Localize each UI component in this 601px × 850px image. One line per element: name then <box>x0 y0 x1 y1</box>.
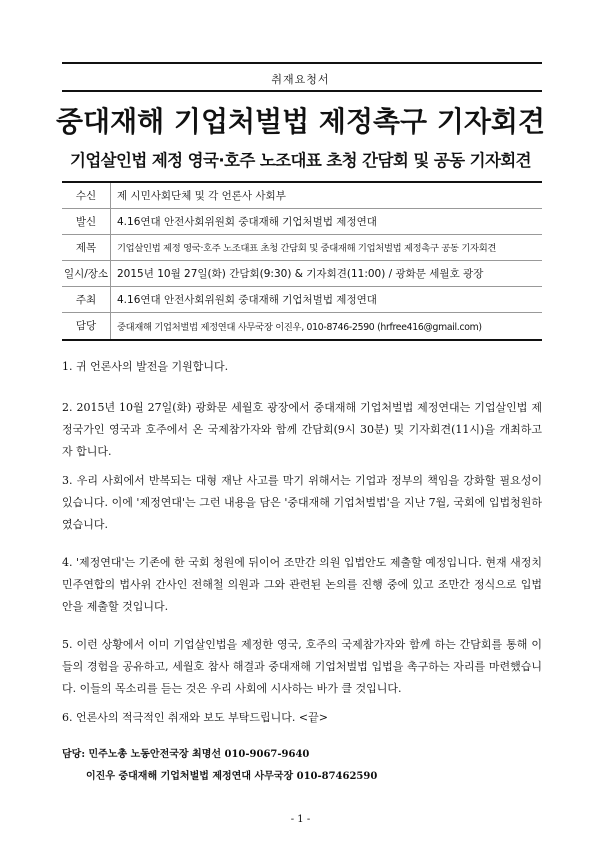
info-value: 제 시민사회단체 및 각 언론사 사회부 <box>111 182 543 208</box>
info-label: 제목 <box>62 234 111 260</box>
info-value: 4.16연대 안전사회위원회 중대재해 기업처벌법 제정연대 <box>111 286 543 312</box>
paragraph-6: 6. 언론사의 적극적인 취재와 보도 부탁드립니다. <끝> <box>62 711 328 724</box>
paragraph-2: 2. 2015년 10월 27일(화) 광화문 세월호 광장에서 중대재해 기업처벌법 제정연대는 기업살인법 제정국가인 영국과 호주에서 온 국제참가자와 함께 간담회(9시 30분) 및 기자회견(11시)을 개최하고자 합니다. <box>62 401 542 458</box>
top-rule <box>62 62 542 64</box>
contact-line-1: 담당: 민주노총 노동안전국장 최명선 010-9067-9640 <box>62 749 310 760</box>
info-value: 4.16연대 안전사회위원회 중대재해 기업처벌법 제정연대 <box>111 208 543 234</box>
paragraph-1: 1. 귀 언론사의 발전을 기원합니다. <box>62 360 229 373</box>
info-row-datetime-place <box>62 260 542 286</box>
info-label: 발신 <box>62 208 111 234</box>
paragraph-5: 5. 이런 상황에서 이미 기업살인법을 제정한 영국, 호주의 국제참가자와 함께 하는 간담회를 통해 이들의 경험을 공유하고, 세월호 참사 해결과 중대재해 기업처벌법 입법을 촉구하는 자리를 마련했습니다. 이들의 목소리를 듣는 것은 우리 사회에 시사하는 바가 클 것입니다. <box>62 638 542 695</box>
info-row-sender <box>62 208 542 234</box>
paragraph-3: 3. 우리 사회에서 반복되는 대형 재난 사고를 막기 위해서는 기업과 정부의 책임을 강화할 필요성이 있습니다. 이에 '제정연대'는 그런 내용을 담은 '중대재해 기업처벌법'을 지난 7월, 국회에 입법청원하였습니다. <box>62 474 542 531</box>
paragraph-4: 4. '제정연대'는 기존에 한 국회 청원에 뒤이어 조만간 의원 입법안도 제출할 예정입니다. 현재 새정치민주연합의 법사위 간사인 전해철 의원과 그와 관련된 논의를 진행 중에 있고 조만간 정식으로 입법안을 제출할 것입니다. <box>62 556 542 613</box>
info-value: 중대재해 기업처벌법 제정연대 사무국장 이진우, 010-8746-2590 (hrfree416@gmail.com) <box>111 312 543 340</box>
info-label: 수신 <box>62 182 111 208</box>
page-number: - 1 - <box>290 814 311 825</box>
info-row-recipient <box>62 182 542 208</box>
main-title: 중대재해 기업처벌법 제정촉구 기자회견 <box>55 105 546 138</box>
info-label: 일시/장소 <box>62 260 111 286</box>
info-row-subject <box>62 234 542 260</box>
info-value: 2015년 10월 27일(화) 간담회(9:30) & 기자회견(11:00) / 광화문 세월호 광장 <box>111 260 543 286</box>
info-table <box>62 181 542 341</box>
title-rule <box>62 90 542 92</box>
info-label: 담당 <box>62 312 111 340</box>
contact-line-2: 이진우 중대재해 기업처벌법 제정연대 사무국장 010-87462590 <box>86 771 378 782</box>
info-label: 주최 <box>62 286 111 312</box>
document-type-label: 취재요청서 <box>271 73 330 86</box>
sub-title: 기업살인법 제정 영국·호주 노조대표 초청 간담회 및 공동 기자회견 <box>70 151 531 170</box>
info-row-contact <box>62 312 542 340</box>
info-value: 기업살인법 제정 영국·호주 노조대표 초청 간담회 및 중대재해 기업처벌법 제정촉구 공동 기자회견 <box>111 234 543 260</box>
info-row-host <box>62 286 542 312</box>
